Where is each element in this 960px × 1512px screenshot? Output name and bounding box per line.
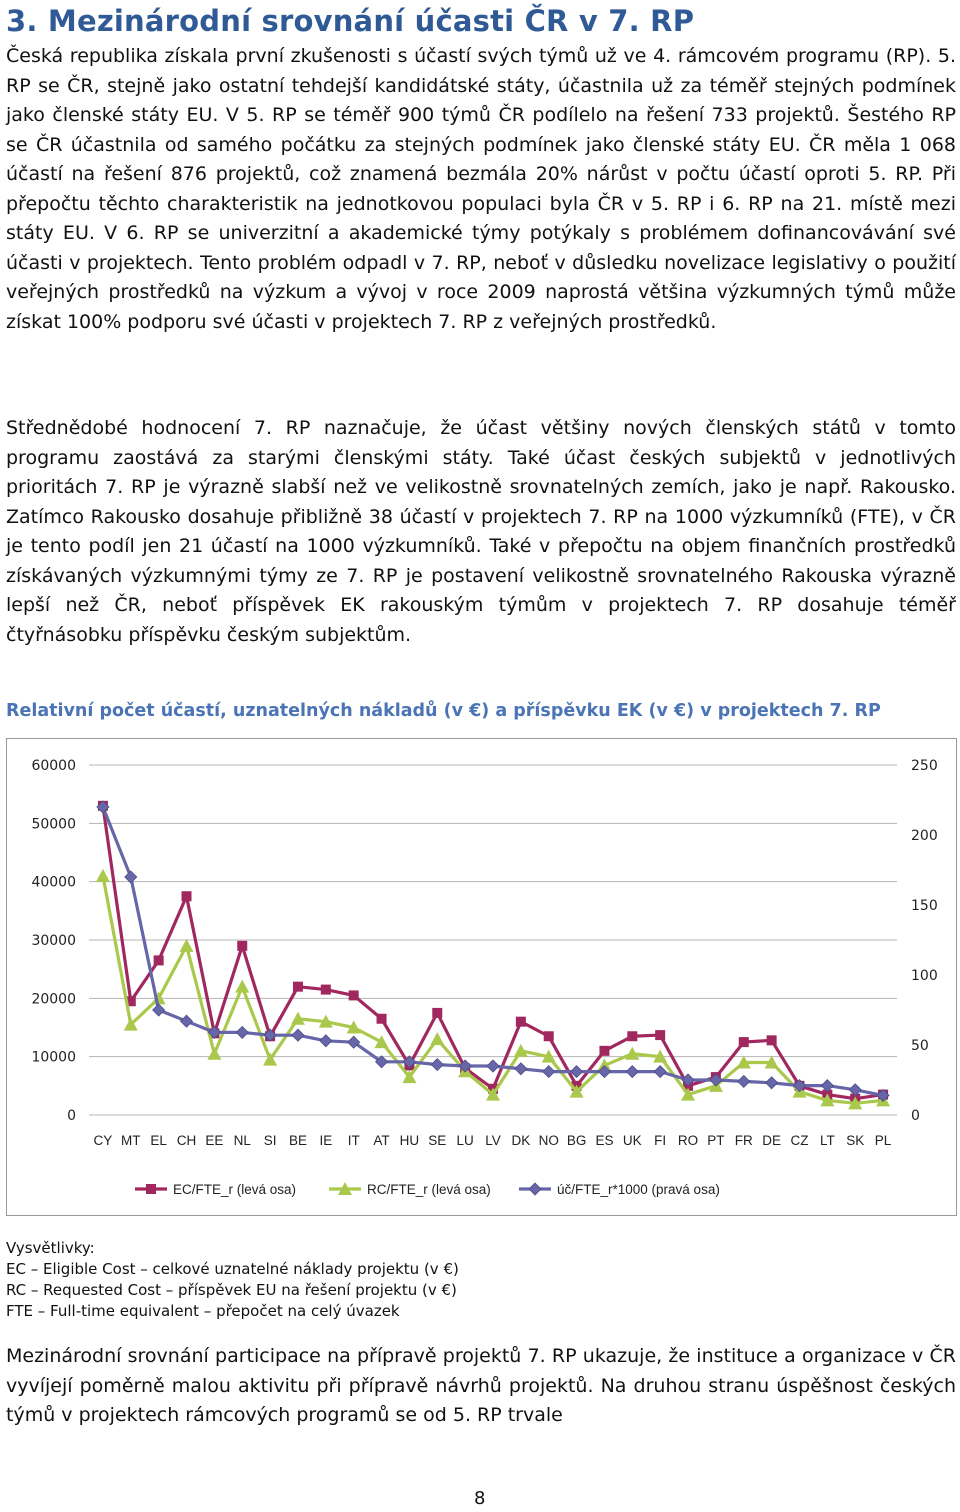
data-point [321, 985, 331, 995]
data-point [544, 1031, 554, 1041]
data-point [292, 1029, 304, 1041]
legend-swatch-marker [146, 1184, 156, 1194]
data-point [236, 1026, 248, 1038]
x-tick-label: IT [347, 1133, 360, 1148]
data-point [349, 990, 359, 1000]
x-tick-label: CZ [790, 1133, 809, 1148]
data-point [377, 1014, 387, 1024]
chart-svg [7, 739, 956, 1215]
y-left-tick-label: 30000 [31, 933, 76, 949]
data-point [739, 1037, 749, 1047]
x-tick-label: FI [654, 1133, 667, 1148]
data-point [766, 1077, 778, 1089]
notes-line-rc: RC – Requested Cost – příspěvek EU na řešení projektu (v €) [6, 1281, 457, 1299]
data-point [235, 980, 249, 993]
data-point [599, 1046, 609, 1056]
x-tick-label: SE [428, 1133, 447, 1148]
data-point [375, 1035, 389, 1048]
y-left-tick-label: 10000 [31, 1049, 76, 1066]
x-tick-label: FR [734, 1133, 753, 1148]
legend-label: úč/FTE_r*1000 (pravá osa) [557, 1182, 720, 1197]
x-tick-label: PL [874, 1133, 892, 1148]
x-tick-label: BE [288, 1133, 307, 1148]
page-number: 8 [474, 1488, 486, 1509]
y-right-tick-label: 200 [911, 828, 938, 844]
data-point [154, 955, 164, 965]
x-tick-label: LV [485, 1133, 501, 1148]
x-tick-label: ES [595, 1133, 614, 1148]
notes-line-fte: FTE – Full-time equivalent – přepočet na celý úvazek [6, 1302, 400, 1320]
data-point [515, 1063, 527, 1075]
notes-line-ec: EC – Eligible Cost – celkové uznatelné náklady projektu (v €) [6, 1260, 459, 1278]
y-left-tick-label: 60000 [31, 758, 76, 774]
legend-swatch-marker [529, 1183, 541, 1195]
y-right-tick-label: 150 [911, 898, 938, 914]
data-point [182, 891, 192, 901]
x-tick-label: DK [511, 1133, 531, 1148]
x-tick-label: BG [566, 1133, 587, 1148]
y-right-tick-label: 0 [911, 1108, 920, 1124]
x-tick-label: IE [319, 1133, 333, 1148]
x-tick-label: HU [399, 1133, 420, 1148]
data-point [543, 1066, 555, 1078]
data-point [430, 1032, 444, 1045]
x-tick-label: UK [622, 1133, 642, 1148]
data-point [181, 1015, 193, 1027]
data-point [293, 982, 303, 992]
x-tick-label: DE [762, 1133, 782, 1148]
data-point [153, 1004, 165, 1016]
x-tick-label: CH [176, 1133, 197, 1148]
data-point [626, 1066, 638, 1078]
y-left-tick-label: 50000 [31, 816, 76, 833]
y-right-tick-label: 50 [911, 1038, 929, 1054]
data-point [767, 1035, 777, 1045]
x-tick-label: LU [456, 1133, 474, 1148]
paragraph-participation: Mezinárodní srovnání participace na přípravě projektů 7. RP ukazuje, že instituce a organizace v ČR vyvíjejí poměrně malou aktivitu při přípravě návrhů projektů. Na druhou stranu úspěšnost českých týmů v projektech rámcových programů se od 5. RP trvale [6, 1345, 956, 1426]
data-point [627, 1031, 637, 1041]
x-tick-label: EL [150, 1133, 167, 1148]
x-tick-label: SI [263, 1133, 277, 1148]
x-tick-label: EE [205, 1133, 224, 1148]
paragraph-intro: Česká republika získala první zkušenosti s účastí svých týmů už ve 4. rámcovém programu (RP). 5. RP se ČR, stejně jako ostatní tehdejší kandidátské státy, účastnila už za téměř stejných podmínek jako členské státy EU. V 5. RP se téměř 900 týmů ČR podílelo na řešení 733 projektů. Šestého RP se ČR účastnila od samého počátku za stejných podmínek jako členské státy EU. ČR měla 1 068 účastí na řešení 876 projektů, což znamená bezmála 20% nárůst v počtu účastí oproti 5. RP. Při přepočtu těchto charakteristik na jednotkovou populaci byla ČR v 5. RP i 6. RP na 21. místě mezi státy EU. V 6. RP se univerzitní a akademické týmy potýkaly s problémem dofinancovávání své účasti v projektech. Tento problém odpadl v 7. RP, neboť v důsledku novelizace legislativy o použití veřejných prostředků na výzkum a vývoj v roce 2009 naprostá většina výzkumných týmů může získat 100% podporu své účasti v projektech 7. RP z veřejných prostředků. [6, 45, 956, 333]
notes-block [6, 1238, 459, 1322]
y-left-tick-label: 20000 [31, 991, 76, 1008]
data-point [516, 1017, 526, 1027]
data-point [487, 1060, 499, 1072]
data-point [207, 1047, 221, 1060]
x-tick-label: MT [121, 1133, 141, 1148]
section-heading: 3. Mezinárodní srovnání účasti ČR v 7. RP [6, 4, 695, 38]
data-point [237, 941, 247, 951]
data-point [655, 1030, 665, 1040]
notes-title: Vysvětlivky: [6, 1239, 95, 1257]
x-tick-label: PT [707, 1133, 725, 1148]
line-chart [6, 738, 957, 1216]
series-line [103, 807, 883, 1095]
y-left-tick-label: 40000 [31, 874, 76, 891]
data-point [431, 1059, 443, 1071]
x-tick-label: CY [93, 1133, 113, 1148]
data-point [432, 1008, 442, 1018]
legend-label: RC/FTE_r (levá osa) [367, 1182, 491, 1197]
paragraph-midterm-evaluation: Střednědobé hodnocení 7. RP naznačuje, že účast většiny nových členských států v tomto programu zaostává za starými členskými státy. Také účast českých subjektů v jednotlivých prioritách 7. RP je výrazně slabší než ve velikostně srovnatelných zemích, jako je např. Rakousko. Zatímco Rakousko dosahuje přibližně 38 účastí v projektech 7. RP na 1000 výzkumníků (FTE), v ČR je tento podíl jen 21 účastí na 1000 výzkumníků. Také v přepočtu na objem finančních prostředků získávaných výzkumnými týmy ze 7. RP je postavení velikostně srovnatelného Rakouska výrazně lepší než ČR, neboť příspěvek EK rakouským týmům v projektech 7. RP dosahuje téměř čtyřnásobku příspěvku českým subjektům. [6, 417, 956, 646]
x-tick-label: NO [538, 1133, 559, 1148]
y-right-tick-label: 250 [911, 758, 938, 774]
chart-heading: Relativní počet účastí, uznatelných nákladů (v €) a příspěvku EK (v €) v projektech 7. RP [6, 701, 881, 721]
x-tick-label: AT [373, 1133, 390, 1148]
y-left-tick-label: 0 [67, 1108, 76, 1124]
data-point [654, 1066, 666, 1078]
series-line [103, 806, 883, 1099]
data-point [320, 1035, 332, 1047]
legend-label: EC/FTE_r (levá osa) [173, 1182, 297, 1197]
data-point [96, 869, 110, 882]
x-tick-label: LT [819, 1133, 835, 1148]
y-right-tick-label: 100 [911, 968, 938, 984]
x-tick-label: RO [677, 1133, 699, 1148]
x-tick-label: NL [233, 1133, 251, 1148]
x-tick-label: SK [846, 1133, 865, 1148]
data-point [180, 939, 194, 952]
data-point [738, 1075, 750, 1087]
